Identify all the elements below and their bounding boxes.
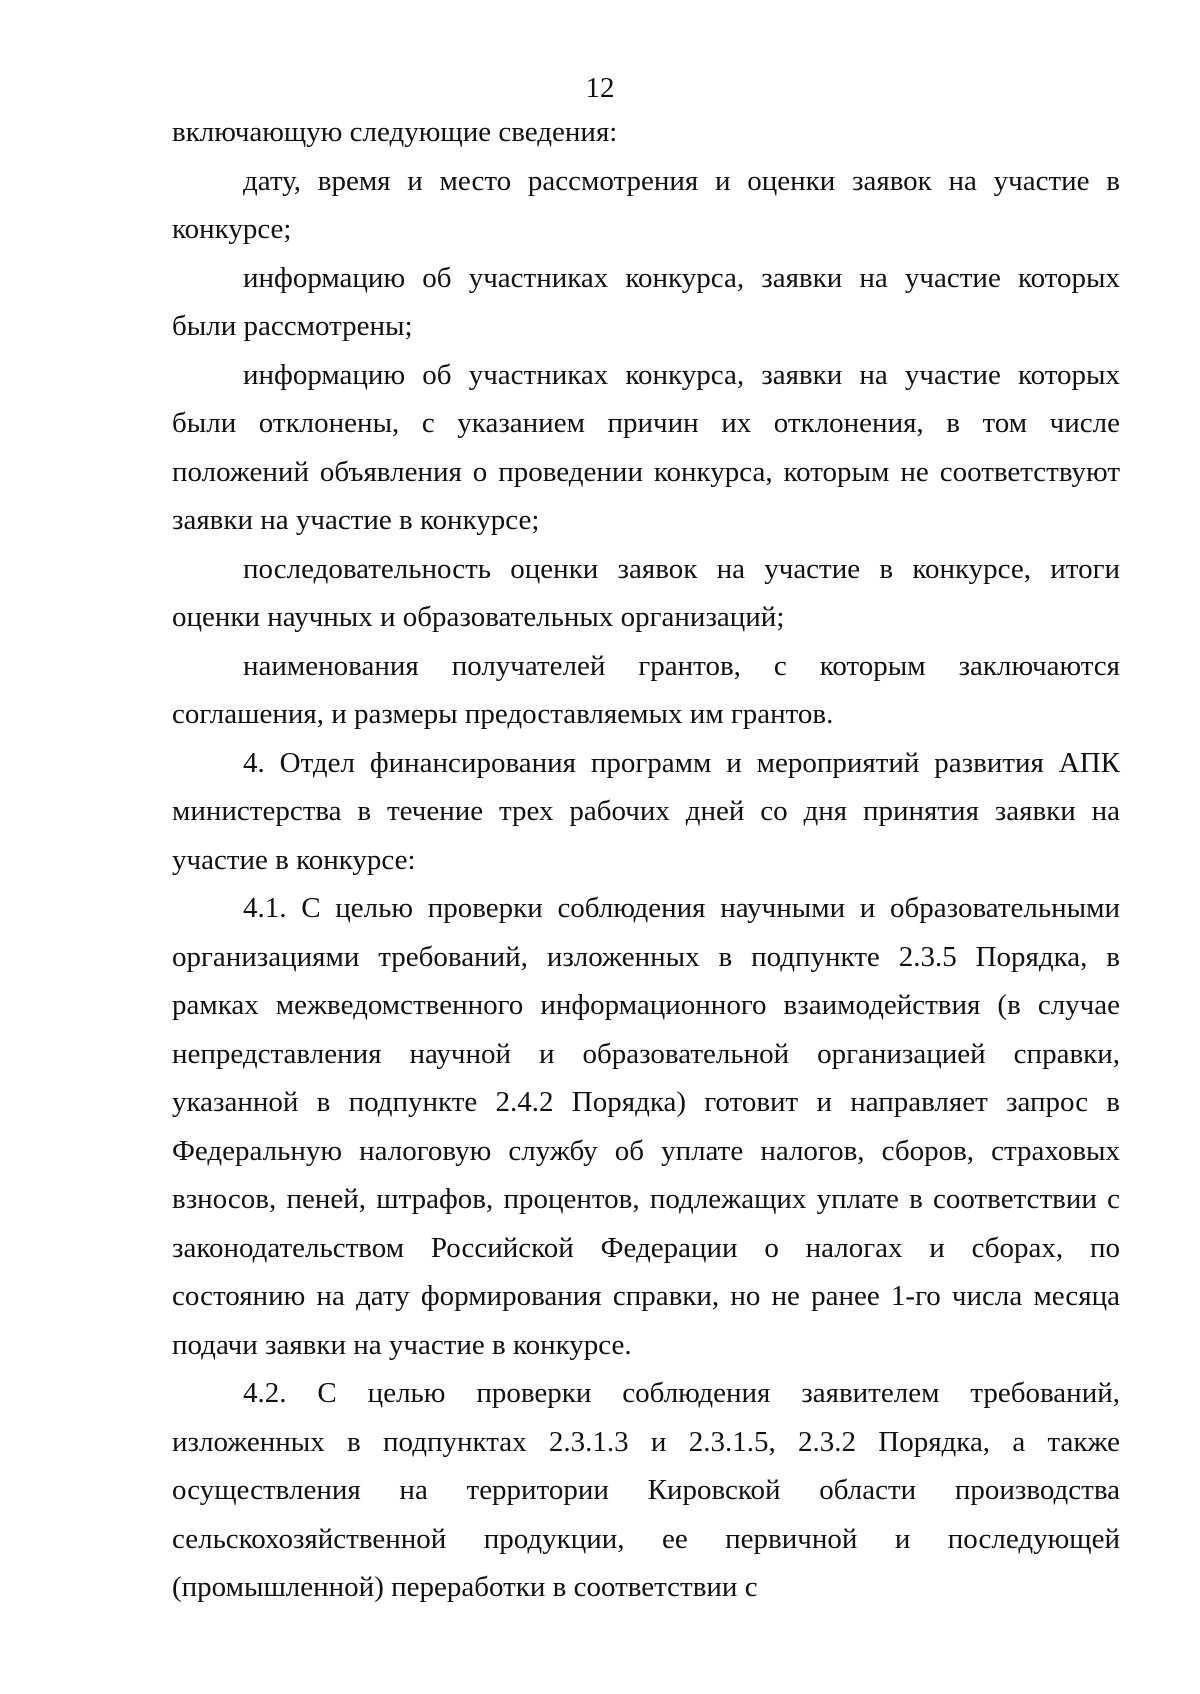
- paragraph-item: информацию об участниках конкурса, заявки на участие которых были отклонены, с указанием причин их отклонения, в том числе положений объявления о проведении конкурса, которым не соответствуют заявки на участие в конкурсе;: [172, 358, 1120, 536]
- paragraph-item: наименования получателей грантов, с которым заключаются соглашения, и размеры предоставляемых им грантов.: [172, 649, 1120, 730]
- paragraph-section-4-1: 4.1. С целью проверки соблюдения научными и образовательными организациями требований, изложенных в подпункте 2.3.5 Порядка, в рамках межведомственного информационного взаимодействия (в случае непредставления научной и образовательной организацией справки, указанной в подпункте 2.4.2 Порядка) готовит и направляет запрос в Федеральную налоговую службу об уплате налогов, сборов, страховых взносов, пеней, штрафов, процентов, подлежащих уплате в соответствии с законодательством Российской Федерации о налогах и сборах, по состоянию на дату формирования справки, но не ранее 1-го числа месяца подачи заявки на участие в конкурсе.: [172, 892, 1120, 1361]
- paragraph-intro: включающую следующие сведения:: [172, 116, 618, 148]
- document-body: [172, 108, 1120, 1612]
- paragraph-item: информацию об участниках конкурса, заявки на участие которых были рассмотрены;: [172, 261, 1120, 342]
- paragraph-item: дату, время и место рассмотрения и оценки заявок на участие в конкурсе;: [172, 164, 1120, 245]
- paragraph-section-4-2: 4.2. С целью проверки соблюдения заявителем требований, изложенных в подпунктах 2.3.1.3 и 2.3.1.5, 2.3.2 Порядка, а также осуществления на территории Кировской области производства сельскохозяйственной продукции, ее первичной и последующей (промышленной) переработки в соответствии с: [172, 1377, 1120, 1603]
- paragraph-section-4: 4. Отдел финансирования программ и мероприятий развития АПК министерства в течение трех рабочих дней со дня принятия заявки на участие в конкурсе:: [172, 746, 1120, 876]
- page-number: 12: [585, 72, 615, 104]
- paragraph-item: последовательность оценки заявок на участие в конкурсе, итоги оценки научных и образовательных организаций;: [172, 552, 1120, 633]
